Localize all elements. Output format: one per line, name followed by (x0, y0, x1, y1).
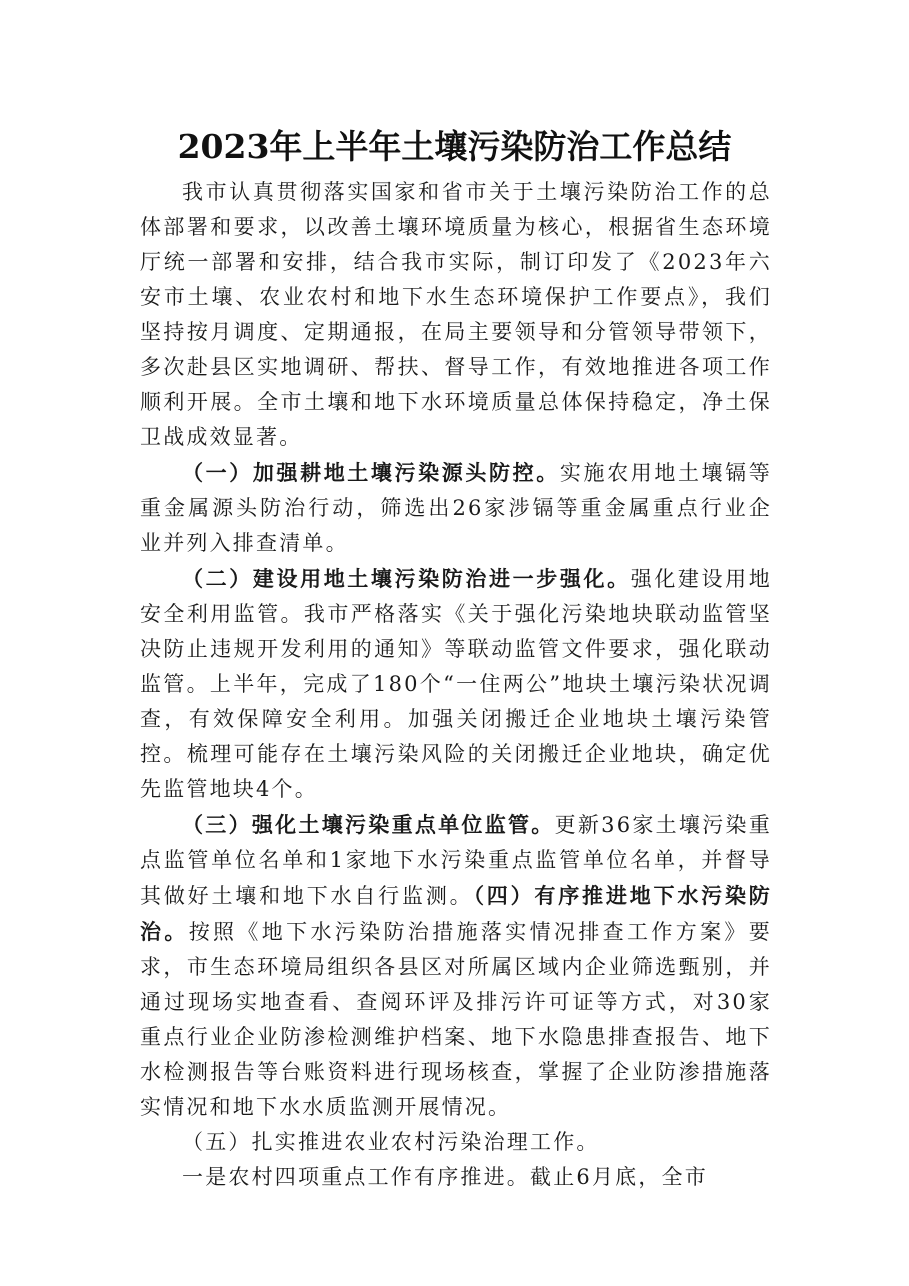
paragraph-text: 实施农用地土壤镉等重金属源头防治行动，筛选出26家涉镉等重金属重点行业企业并列入排查清单。 (140, 461, 772, 555)
paragraph-text: 按照《地下水污染防治措施落实情况排查工作方案》要求，市生态环境局组织各县区对所属区域内企业筛选甄别，并通过现场实地查看、查阅环评及排污许可证等方式，对30家重点行业企业防渗检测维护档案、地下水隐患排查报告、地下水检测报告等台账资料进行现场核查，掌握了企业防渗措施落实情况和地下水水质监测开展情况。 (140, 920, 772, 1119)
document-title: 2023年上半年土壤污染防治工作总结 (177, 127, 732, 166)
section-heading: （二）建设用地土壤污染防治进一步强化。 (182, 566, 631, 591)
paragraph-intro (140, 175, 772, 455)
paragraph-rural (140, 1160, 772, 1195)
paragraph-section-5 (140, 1125, 772, 1160)
paragraph-text: 强化建设用地安全利用监管。我市严格落实《关于强化污染地块联动监管坚决防止违规开发利用的通知》等联动监管文件要求，强化联动监管。上半年，完成了180个“一住两公”地块土壤污染状况调查，有效保障安全利用。加强关闭搬迁企业地块土壤污染管控。梳理可能存在土壤污染风险的关闭搬迁企业地块，确定优先监管地块4个。 (140, 567, 772, 801)
section-heading: （一）加强耕地土壤污染源头防控。 (182, 460, 560, 485)
section-heading: （四）有序推进地下水污染防治。 (140, 883, 772, 944)
paragraph-text: 更新36家土壤污染重点监管单位名单和1家地下水污染重点监管单位名单，并督导其做好土壤和地下水自行监测。 (140, 813, 772, 908)
paragraph-text: （五）扎实推进农业农村污染治理工作。 (182, 1130, 600, 1154)
section-heading: （三）强化土壤污染重点单位监管。 (182, 812, 555, 837)
document-body (140, 175, 772, 1195)
paragraph-section-2 (140, 561, 772, 807)
paragraph-section-1 (140, 455, 772, 561)
paragraph-section-3-4 (140, 807, 772, 1125)
paragraph-text: 我市认真贯彻落实国家和省市关于土壤污染防治工作的总体部署和要求，以改善土壤环境质量为核心，根据省生态环境厅统一部署和安排，结合我市实际，制订印发了《2023年六安市土壤、农业农村和地下水生态环境保护工作要点》，我们坚持按月调度、定期通报，在局主要领导和分管领导带领下，多次赴县区实地调研、帮扶、督导工作，有效地推进各项工作顺利开展。全市土壤和地下水环境质量总体保持稳定，净土保卫战成效显著。 (140, 180, 772, 449)
paragraph-text: 一是农村四项重点工作有序推进。截止6月底，全市 (182, 1165, 708, 1189)
